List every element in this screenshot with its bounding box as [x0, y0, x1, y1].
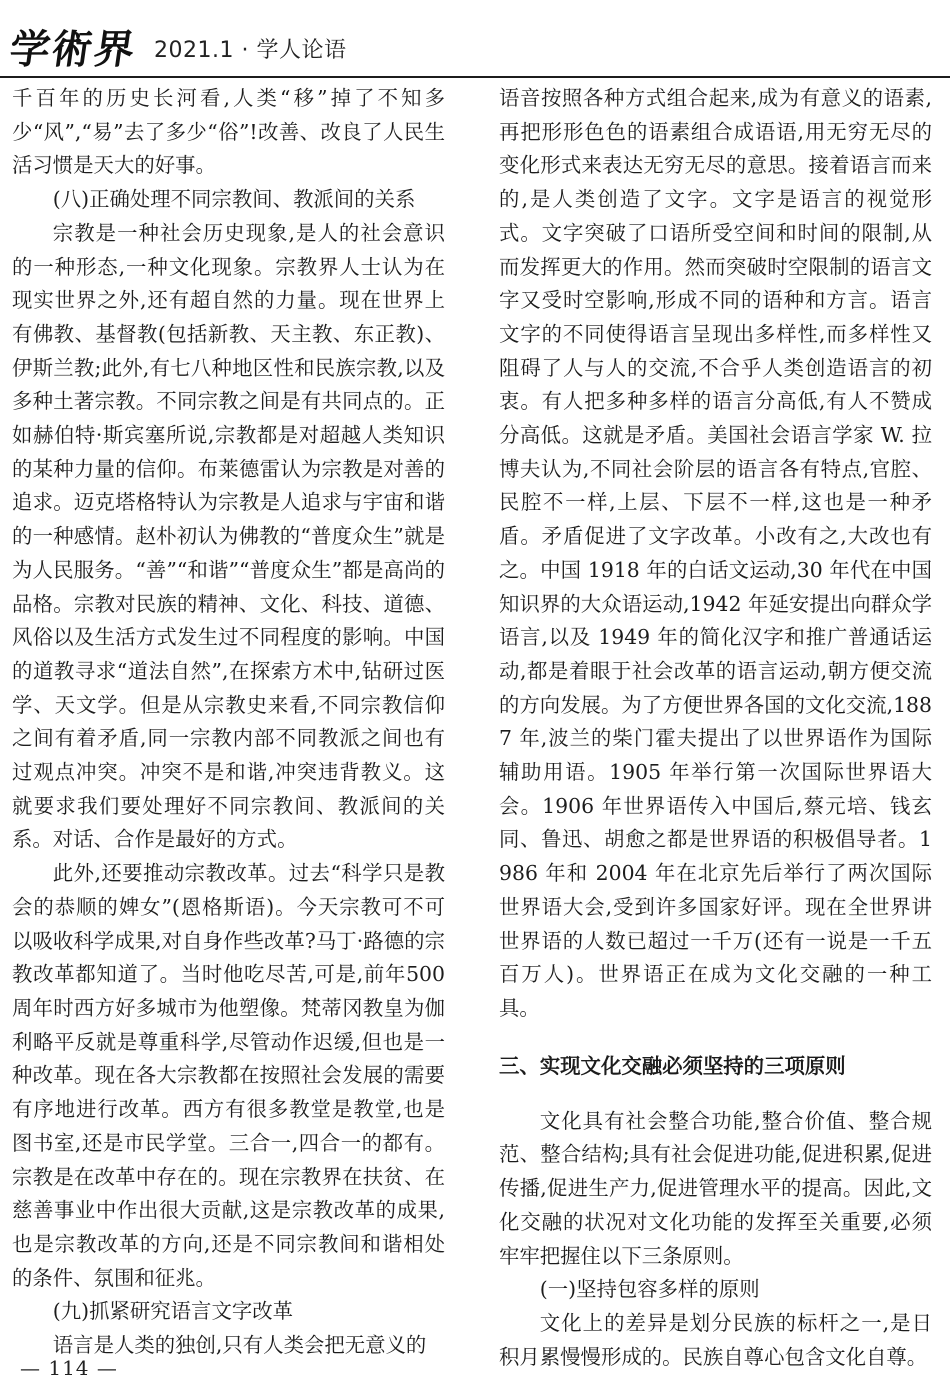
- paragraph: 此外,还要推动宗教改革。过去“科学只是教会的恭顺的婢女”(恩格斯语)。今天宗教可不可以吸收科学成果,对自身作些改革?马丁·路德的宗教改革都知道了。当时他吃尽苦,可是,前年500周年时西方好多城市为他塑像。梵蒂冈教皇为伽利略平反就是尊重科学,尽管动作迟缓,但也是一种改革。现在各大宗教都在按照社会发展的需要有序地进行改革。西方有很多教堂是教堂,也是图书室,还是市民学堂。三合一,四合一的都有。宗教是在改革中存在的。现在宗教界在扶贫、在慈善事业中作出很大贡献,这是宗教改革的成果,也是宗教改革的方向,还是不同宗教间和谐相处的条件、氛围和征兆。: [12, 861, 445, 1290]
- subsection-heading: (九)抓紧研究语言文字改革: [52, 1299, 294, 1324]
- section-heading: 三、实现文化交融必须坚持的三项原则: [499, 1053, 846, 1078]
- issue-label: 2021.1 · 学人论语: [154, 38, 347, 63]
- subsection-heading: (一)坚持包容多样的原则: [539, 1277, 760, 1302]
- header-rule: [0, 76, 950, 78]
- paragraph: 语言是人类的独创,只有人类会把无意义的: [52, 1333, 427, 1358]
- paragraph-continued: 语音按照各种方式组合起来,成为有意义的语素,再把形形色色的语素组合成语语,用无穷无尽的变化形式来表达无穷无尽的意思。接着语言而来的,是人类创造了文字。文字是语言的视觉形式。文字突破了口语所受空间和时间的限制,从而发挥更大的作用。然而突破时空限制的语言文字又受时空影响,形成不同的语种和方言。语言文字的不同使得语言呈现出多样性,而多样性又阻碍了人与人的交流,不合乎人类创造语言的初衷。有人把多种多样的语言分高低,有人不赞成分高低。这就是矛盾。美国社会语言学家 W. 拉博夫认为,不同社会阶层的语言各有特点,官腔、民腔不一样,上层、下层不一样,这也是一种矛盾。矛盾促进了文字改革。小改有之,大改也有之。中国 1918 年的白话文运动,30 年代在中国知识界的大众语运动,1942 年延安提出向群众学语言,以及 1949 年的简化汉字和推广普通话运动,都是着眼于社会改革的语言运动,朝方便交流的方向发展。为了方便世界各国的文化交流,1887 年,波兰的柴门霍夫提出了以世界语作为国际辅助用语。1905 年举行第一次国际世界语大会。1906 年世界语传入中国后,蔡元培、钱玄同、鲁迅、胡愈之都是世界语的积极倡导者。1986 年和 2004 年在北京先后举行了两次国际世界语大会,受到许多国家好评。现在全世界讲世界语的人数已超过一千万(还有一说是一千五百万人)。世界语正在成为文化交融的一种工具。: [499, 86, 932, 1020]
- paragraph: 文化具有社会整合功能,整合价值、整合规范、整合结构;具有社会促进功能,促进积累,促进传播,促进生产力,促进管理水平的提高。因此,文化交融的状况对文化功能的发挥至关重要,必须牢牢把握住以下三条原则。: [499, 1108, 932, 1268]
- left-column: [12, 82, 445, 1363]
- right-column: [499, 82, 932, 1374]
- page-number: — 114 —: [20, 1356, 118, 1380]
- running-header: [6, 14, 347, 73]
- paragraph: 文化上的差异是划分民族的标杆之一,是日积月累慢慢形成的。民族自尊心包含文化自尊。: [499, 1310, 932, 1369]
- paragraph: 宗教是一种社会历史现象,是人的社会意识的一种形态,一种文化现象。宗教界人士认为在现实世界之外,还有超自然的力量。现在世界上有佛教、基督教(包括新教、天主教、东正教)、伊斯兰教;此外,有七八种地区性和民族宗教,以及多种土著宗教。不同宗教之间是有共同点的。正如赫伯特·斯宾塞所说,宗教都是对超越人类知识的某种力量的信仰。布莱德雷认为宗教是对善的追求。迈克塔格特认为宗教是人追求与宇宙和谐的一种感情。赵朴初认为佛教的“普度众生”就是为人民服务。“善”“和谐”“普度众生”都是高尚的品格。宗教对民族的精神、文化、科技、道德、风俗以及生活方式发生过不同程度的影响。中国的道教寻求“道法自然”,在探索方术中,钻研过医学、天文学。但是从宗教史来看,不同宗教信仰之间有着矛盾,同一宗教内部不同教派之间也有过观点冲突。冲突不是和谐,冲突违背教义。这就要求我们要处理好不同宗教间、教派间的关系。对话、合作是最好的方式。: [12, 220, 445, 852]
- subsection-heading: (八)正确处理不同宗教间、教派间的关系: [52, 187, 416, 212]
- paragraph-continued: 千百年的历史长河看,人类“移”掉了不知多少“风”,“易”去了多少“俗”!改善、改良了人民生活习惯是天大的好事。: [12, 86, 445, 178]
- journal-logo: 学術界: [6, 26, 140, 73]
